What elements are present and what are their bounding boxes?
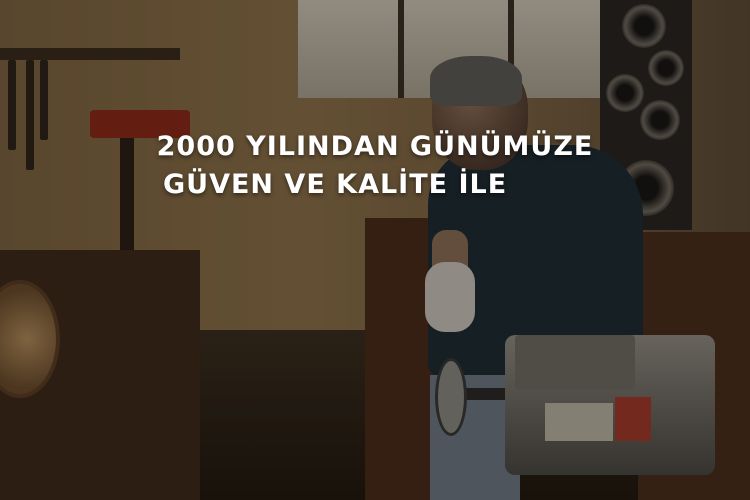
hero-headline [0, 128, 750, 204]
headline-line-1: 2000 YILINDAN GÜNÜMÜZE [156, 131, 594, 162]
headline-line-2: GÜVEN VE KALİTE İLE [163, 169, 508, 200]
